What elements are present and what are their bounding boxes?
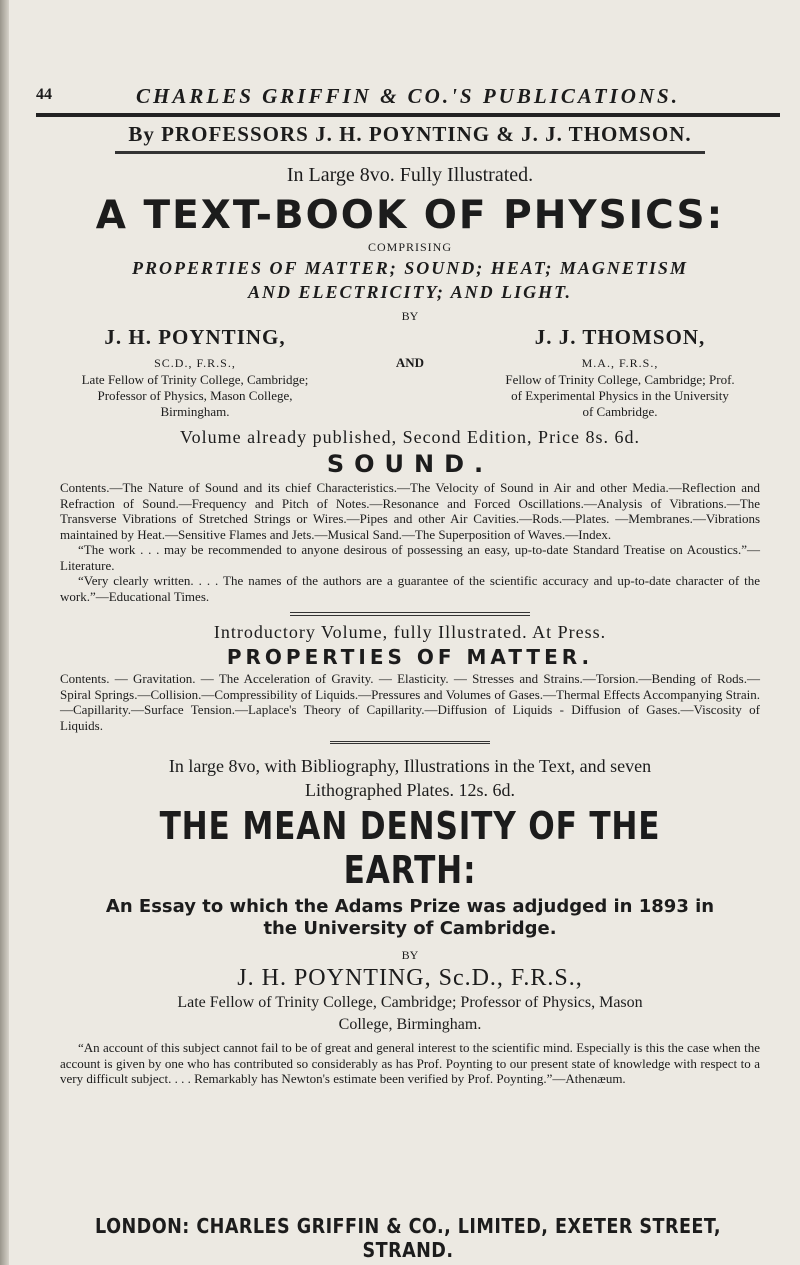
density-author: J. H. POYNTING, Sc.D., F.R.S.,	[237, 965, 583, 991]
density-title: THE MEAN DENSITY OF THE EARTH:	[159, 804, 661, 892]
section-divider	[290, 612, 530, 616]
by-label: BY	[401, 948, 419, 962]
author-affiliation: Fellow of Trinity College, Cambridge; Prof.	[505, 372, 735, 387]
athenaeum-quote: “An account of this subject cannot fail to be of great and general interest to the scientific mind. Especially is this the case when the account is given by one who has contributed so considerably as has Prof. Poynting to our present state of knowledge with respect to a very difficult subject. . . . Remarkably has Newton's estimate been verified by Prof. Poynting.”—Athenæum.	[60, 1040, 760, 1086]
properties-title: PROPERTIES OF MATTER.	[226, 645, 594, 669]
byline-rule	[115, 151, 705, 154]
author-affiliation: of Experimental Physics in the University	[511, 388, 729, 403]
author-degrees: SC.D., F.R.S.,	[154, 356, 236, 370]
properties-contents: Contents. — Gravitation. — The Acceleration of Gravity. — Elasticity. — Stresses and Strains.—Torsion.—Bending of Rods.—Spiral Springs.—Collision.—Compressibility of Liquids.—Pressures and Volumes of Gases.—Thermal Effects Accompanying Strain.—Capillarity.—Surface Tension.—Laplace's Theory of Capillarity.—Diffusion of Liquids - Diffusion of Gases.—Viscosity of Liquids.	[60, 671, 760, 733]
page-spine-shadow	[0, 0, 9, 1265]
essay-line-1: An Essay to which the Adams Prize was adjudged in 1893 in	[105, 896, 715, 917]
author-degrees: M.A., F.R.S.,	[581, 356, 659, 370]
page-number: 44	[36, 86, 52, 103]
subjects-line-2: AND ELECTRICITY; AND LIGHT.	[247, 282, 573, 302]
volume-line: Volume already published, Second Edition, Price 8s. 6d.	[179, 427, 641, 447]
density-format-2: Lithographed Plates. 12s. 6d.	[305, 780, 515, 800]
section-divider	[330, 741, 490, 744]
density-format-1: In large 8vo, with Bibliography, Illustrations in the Text, and seven	[168, 756, 652, 776]
properties-intro: Introductory Volume, fully Illustrated. At Press.	[213, 622, 607, 642]
and-label: AND	[395, 355, 425, 370]
running-header	[36, 86, 780, 110]
subjects-line-1: PROPERTIES OF MATTER; SOUND; HEAT; MAGNETISM	[132, 258, 688, 278]
author-affiliation: Professor of Physics, Mason College,	[97, 388, 293, 403]
publisher-footer: LONDON: CHARLES GRIFFIN & CO., LIMITED, EXETER STREET, STRAND.	[95, 1214, 721, 1262]
sound-contents: Contents.—The Nature of Sound and its chief Characteristics.—The Velocity of Sound in Air and other Media.—Reflection and Refraction of Sound.—Frequency and Pitch of Notes.—Resonance and Forced Oscillations.—Analysis of Vibrations.—The Transverse Vibrations of Stretched Strings or Wires.—Pipes and other Air Cavities.—Rods.—Plates. —Membranes.—Vibrations maintained by Heat.—Sensitive Flames and Jets.—Musical Sand.—The Superposition of Waves.—Index.	[60, 480, 760, 542]
essay-line-2: the University of Cambridge.	[263, 918, 557, 939]
comprising-label: COMPRISING	[367, 240, 452, 254]
header-rule	[36, 113, 780, 117]
running-title: CHARLES GRIFFIN & CO.'S PUBLICATIONS.	[136, 84, 680, 108]
byline: By PROFESSORS J. H. POYNTING & J. J. THOMSON.	[128, 122, 692, 146]
author-poynting	[45, 325, 345, 419]
sound-title: SOUND.	[326, 450, 494, 478]
page-content	[60, 120, 760, 1087]
author-name: J. J. THOMSON,	[534, 325, 706, 349]
physics-title: A TEXT-BOOK OF PHYSICS:	[95, 193, 725, 238]
sound-quote-literature: “The work . . . may be recommended to anyone desirous of possessing an easy, up-to-date Standard Treatise on Acoustics.”—Literature.	[60, 542, 760, 573]
author-affiliation: Late Fellow of Trinity College, Cambridge;	[81, 372, 309, 387]
density-author-affiliation-1: Late Fellow of Trinity College, Cambridge; Professor of Physics, Mason	[177, 994, 643, 1011]
sound-quote-educational-times: “Very clearly written. . . . The names of the authors are a guarantee of the scientific accuracy and up-to-date character of the work.”—Educational Times.	[60, 573, 760, 604]
authors-block	[60, 309, 760, 423]
author-affiliation: Birmingham.	[160, 404, 230, 419]
physics-format: In Large 8vo. Fully Illustrated.	[286, 164, 534, 186]
author-thomson	[460, 325, 780, 419]
density-author-affiliation-2: College, Birmingham.	[338, 1016, 482, 1033]
author-name: J. H. POYNTING,	[104, 325, 286, 349]
author-affiliation: of Cambridge.	[582, 404, 658, 419]
by-label: BY	[401, 309, 419, 323]
